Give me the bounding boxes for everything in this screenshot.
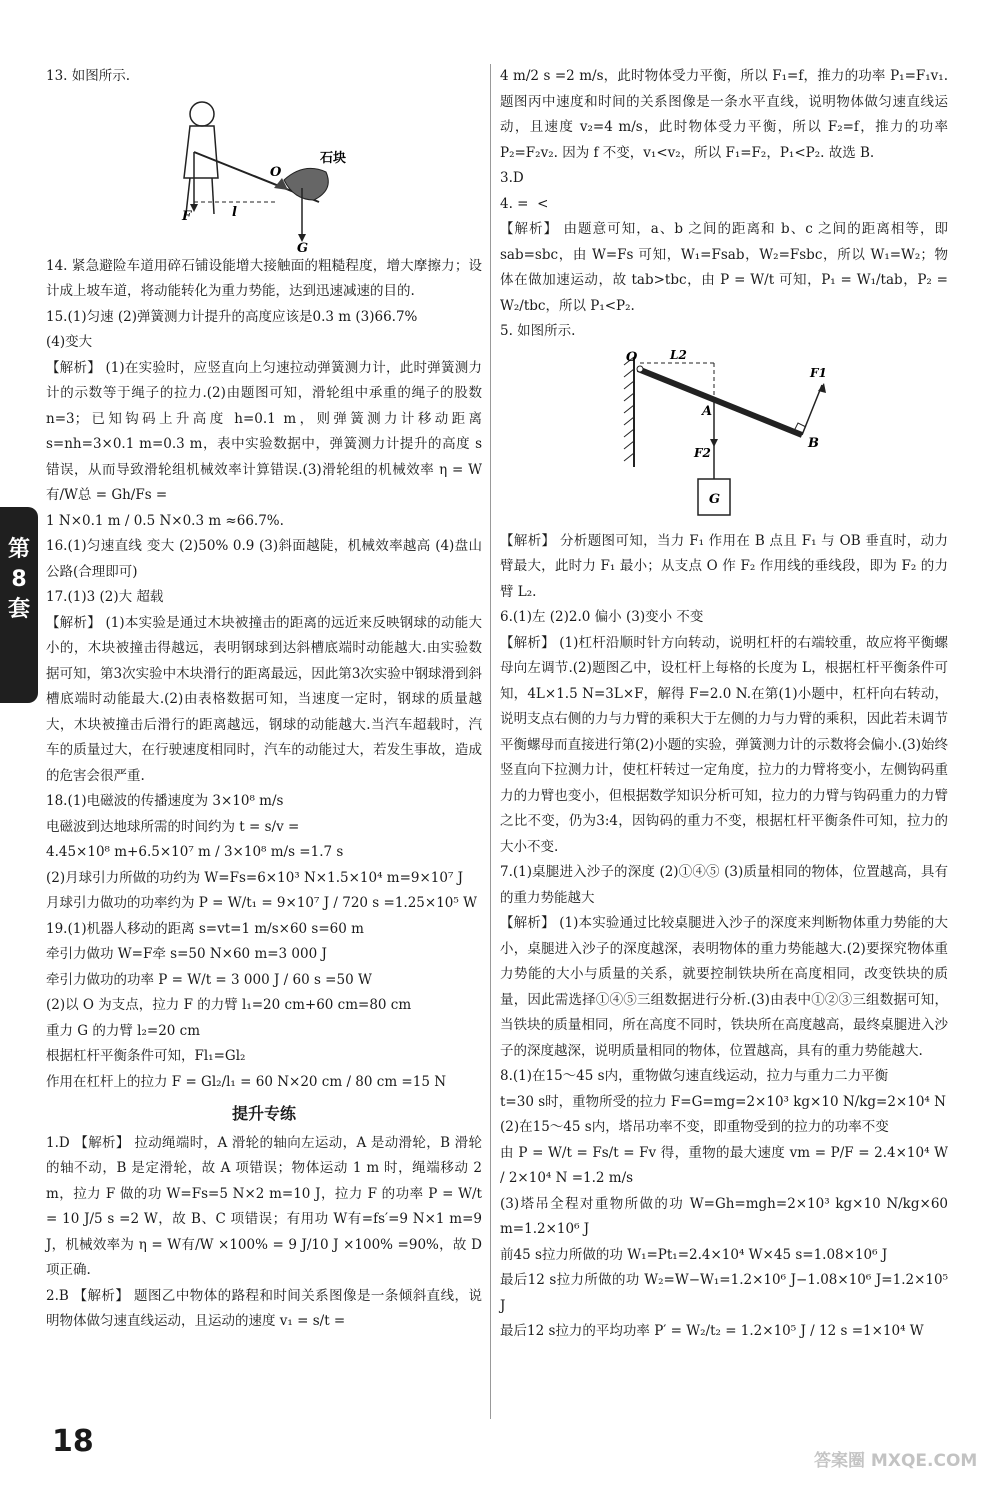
answer-t6: 6.(1)左 (2)2.0 偏小 (3)变小 不变 【解析】 (1)杠杆沿顺时针方向转动，说明杠杆的右端较重，故应将平衡螺母向左调节.(2)题图乙中，设杠杆上每格的长度为 L，根据杠杆平衡条件可知，4L×1.5 N=3L×F，解得 F=2.0 N.在第(1)小题中，杠杆向右转动，说明支点右侧的力与力臂的乘积大于左侧的力与力臂的乘积，因此若未调节平衡螺母而直接进行第(2)小题的实验，弹簧测力计的示数将会偏小.(3)始终竖直向下拉测力计，使杠杆转过一定角度，拉力的力臂将变小，左侧钩码重力的力臂也变小，但根据数学知识分析可知，拉力的力臂与钩码重力的力臂之比不变，仍为3:4，因钩码的重力不变，根据杠杆平衡条件可知，拉力的大小不变.: [500, 609, 948, 855]
label-G: G: [709, 491, 721, 507]
answer-14: 14. 紧急避险车道用碎石铺设能增大接触面的粗糙程度，增大摩擦力；设计成上坡车道，将动能转化为重力势能，达到迅速减速的目的.: [46, 257, 482, 299]
f2-arrowhead: [710, 439, 718, 447]
answer-t1: 1.D 【解析】 拉动绳端时，A 滑轮的轴向左运动，A 是动滑轮，B 滑轮的轴不动，B 是定滑轮，故 A 项错误；物体运动 1 m 时，绳端移动 2 m，拉力 F 做的功 W=Fs=5 N×2 m=10 J，拉力 F 的功率 P = W/t = 10 J/5 s =2 W，故 B、C 项错误；有用功 W有=fs′=9 N×1 m=9 J，机械效率为 η = W有/W ×100% = 9 J/10 J ×100% =90%，故 D 项正确.: [46, 1134, 482, 1278]
answer-t8: 8.(1)在15～45 s内，重物做匀速直线运动，拉力与重力二力平衡 t=30 s时，重物所受的拉力 F=G=mg=2×10³ kg×10 N/kg=2×10⁴ N (2)在15～45 s内，塔吊功率不变，即重物受到的拉力的功率不变 由 P = W/t = Fs/t = Fv 得，重物的最大速度 vm = P/F = 2.4×10⁴ W / 2×10⁴ N =1.2 m/s (3)塔吊全程对重物所做的功 W=Gh=mgh=2×10³ kg×10 N/kg×60 m=1.2×10⁶ J 前45 s拉力所做的功 W₁=Pt₁=2.4×10⁴ W×45 s=1.08×10⁶ J 最后12 s拉力所做的功 W₂=W−W₁=1.2×10⁶ J−1.08×10⁶ J=1.2×10⁵ J 最后12 s拉力的平均功率 P′ = W₂/t₂ = 1.2×10⁵ J / 12 s =1×10⁴ W: [500, 1068, 948, 1339]
watermark-text: 答案圈 MXQE.COM: [814, 1451, 978, 1471]
section-title: 提升专练: [231, 1104, 296, 1123]
section-tab: [0, 507, 38, 703]
answer-t5-heading: 5. 如图所示.: [500, 323, 576, 339]
right-column: [500, 64, 948, 1345]
label-F: F: [182, 208, 192, 224]
label-O: O: [626, 349, 638, 365]
column-divider: [490, 64, 491, 1419]
force-f1: [802, 385, 822, 435]
label-B: B: [808, 435, 819, 451]
boulder: [284, 168, 328, 200]
lever-figure-t5: [614, 347, 834, 527]
answer-18: 18.(1)电磁波的传播速度为 3×10⁸ m/s 电磁波到达地球所需的时间约为 t = s/v = 4.45×10⁸ m+6.5×10⁷ m / 3×10⁸ m/s =1.7 s (2)月球引力所做的功约为 W=Fs=6×10³ N×1.5×10⁴ m=9×10⁷ J 月球引力做功的功率约为 P = W/t₁ = 9×10⁷ J / 720 s =1.25×10⁵ W: [46, 793, 477, 911]
lever-ob: [638, 369, 802, 435]
label-rock: 石块: [320, 150, 347, 166]
label-A: A: [702, 403, 713, 419]
answer-t3: 3.D: [500, 170, 524, 186]
tab-char: 第: [7, 537, 30, 562]
answer-t4: 4. = < 【解析】 由题意可知，a、b 之间的距离和 b、c 之间的距离相等，即 sab=sbc，由 W=Fs 可知，W₁=Fsab，W₂=Fsbc，所以 W₁=W₂；物体在做加速运动，故 tab>tbc，由 P = W/t 可知，P₁ = W₁/tab，P₂ = W₂/tbc，所以 P₁<P₂.: [500, 195, 948, 314]
tab-char: 8: [11, 567, 27, 592]
label-L2: L2: [670, 347, 687, 362]
label-F2: F2: [694, 445, 711, 460]
person-body: [184, 126, 218, 178]
watermark-logo: [812, 1420, 982, 1500]
label-l: l: [232, 204, 237, 220]
wall-hatching: [624, 357, 634, 461]
answer-17: 17.(1)3 (2)大 超载 【解析】 (1)本实验是通过木块被撞击的距离的远近来反映钢球的动能大小的，木块被撞击得越远，表明钢球到达斜槽底端时动能越大.由实验数据可知，第3次实验中木块滑行的距离最远，因此第3次实验中钢球滑到斜槽底端时动能最大.(2)由表格数据可知，当速度一定时，钢球的质量越大，木块被撞击后滑行的距离越远，钢球的动能越大.当汽车超载时，汽车的质量过大，在行驶速度相同时，汽车的动能过大，若发生事故，造成的危害会很严重.: [46, 589, 482, 784]
answer-19: 19.(1)机器人移动的距离 s=vt=1 m/s×60 s=60 m 牵引力做功 W=F牵 s=50 N×60 m=3 000 J 牵引力做功的功率 P = W/t = 3 000 J / 60 s =50 W (2)以 O 为支点，拉力 F 的力臂 l₁=20 cm+60 cm=80 cm 重力 G 的力臂 l₂=20 cm 根据杠杆平衡条件可知，Fl₁=Gl₂ 作用在杠杆上的拉力 F = Gl₂/l₁ = 60 N×20 cm / 80 cm =15 N: [46, 920, 447, 1090]
answer-t7: 7.(1)桌腿进入沙子的深度 (2)①④⑤ (3)质量相同的物体，位置越高，具有的重力势能越大 【解析】 (1)本实验通过比较桌腿进入沙子的深度来判断物体重力势能的大小，桌腿进入沙子的深度越深，表明物体的重力势能越大.(2)要探究物体重力势能的大小与质量的关系，就要控制铁块所在高度相同，改变铁块的质量，因此需选择①④⑤三组数据进行分析.(3)由表中①②③三组数据可知，当铁块的质量相同，所在高度不同时，铁块所在高度越高，最终桌腿进入沙子的深度越深，说明质量相同的物体，位置越高，具有的重力势能越大.: [500, 864, 948, 1059]
q13-heading: 13. 如图所示.: [46, 68, 131, 84]
left-column: [46, 64, 482, 1335]
pivot-o: [637, 366, 643, 372]
answer-15: 15.(1)匀速 (2)弹簧测力计提升的高度应该是0.3 m (3)66.7% (4)变大 【解析】 (1)在实验时，应竖直向上匀速拉动弹簧测力计，此时弹簧测力计的示数等于绳子的拉力.(2)由题图可知，滑轮组中承重的绳子的股数 n=3；已知钩码上升高度 h=0.1 m，则弹簧测力计移动距离 s=nh=3×0.1 m=0.3 m，表中实验数据中，弹簧测力计提升的高度 s 错误，从而导致滑轮组机械效率计算错误.(3)滑轮组的机械效率 η = W有/W总 = Gh/Fs = 1 N×0.1 m / 0.5 N×0.3 m ≈66.7%.: [46, 308, 482, 529]
answer-16: 16.(1)匀速直线 变大 (2)50% 0.9 (3)斜面越陡，机械效率越高 (4)盘山公路(合理即可): [46, 538, 482, 580]
page-number: 18: [52, 1424, 94, 1459]
lever-figure-q13: [154, 92, 374, 252]
tab-char: 套: [7, 597, 30, 622]
answer-t2-start: 2.B 【解析】 题图乙中物体的路程和时间关系图像是一条倾斜直线，说明物体做匀速直线运动，且运动的速度 v₁ = s/t =: [46, 1287, 482, 1329]
label-F1: F1: [810, 365, 827, 380]
answer-t2-continued: 4 m/2 s =2 m/s，此时物体受力平衡，所以 F₁=f，推力的功率 P₁=F₁v₁. 题图丙中速度和时间的关系图像是一条水平直线，说明物体做匀速直线运动，且速度 v₂=4 m/s，此时物体受力平衡，所以 F₂=f，推力的功率 P₂=F₂v₂. 因为 f 不变，v₁<v₂，所以 F₁=F₂，P₁<P₂. 故选 B.: [500, 68, 948, 161]
label-G: G: [297, 240, 309, 252]
person-head: [190, 102, 214, 126]
person-leg: [212, 178, 214, 214]
label-O: O: [270, 164, 282, 180]
answer-t5-analysis: 【解析】 分析题图可知，当力 F₁ 作用在 B 点且 F₁ 与 OB 垂直时，动力臂最大，此时力 F₁ 最小；从支点 O 作 F₂ 作用线的垂线段，即为 F₂ 的力臂 L₂.: [500, 532, 948, 600]
